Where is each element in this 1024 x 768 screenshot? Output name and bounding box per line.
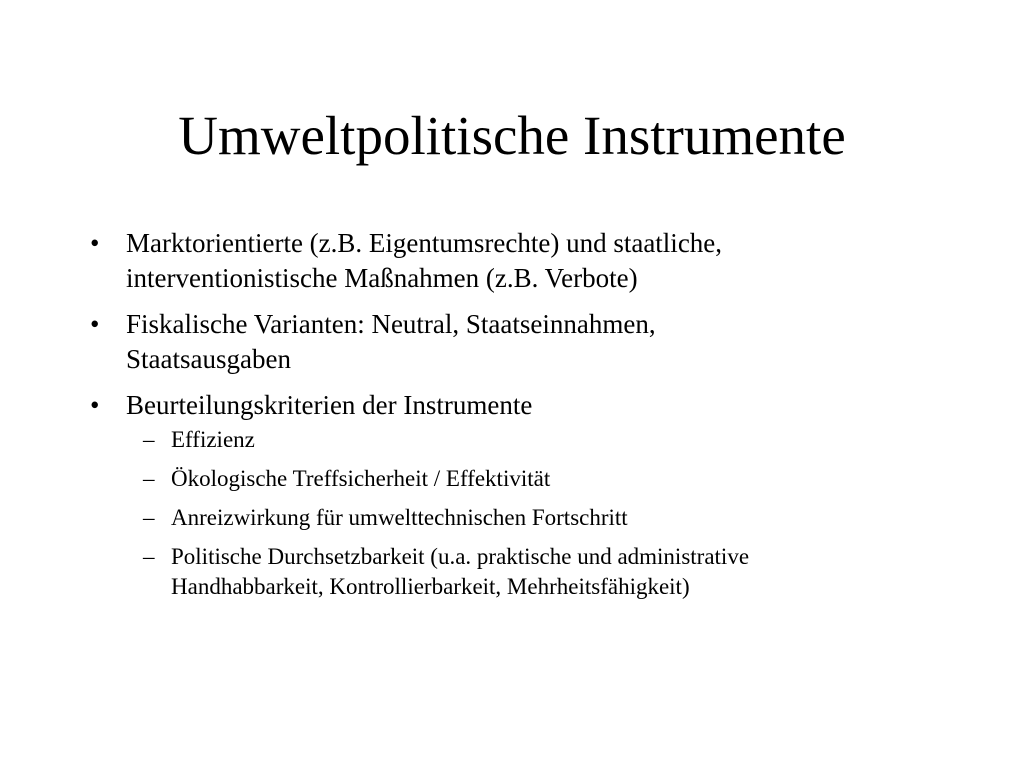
bullet-marker: • (90, 390, 100, 420)
bullet-line: Fiskalische Varianten: Neutral, Staatseinnahmen, (126, 309, 656, 339)
subbullet-line: Effizienz (171, 427, 255, 452)
bullet-item-evaluation-criteria (84, 388, 924, 602)
bullet-marker: • (90, 228, 100, 258)
bullet-marker: • (90, 309, 100, 339)
subbullet-line: Anreizwirkung für umwelttechnischen Fortschritt (171, 505, 628, 530)
bullet-item-fiscal-variants (84, 307, 924, 377)
subbullet-marker: – (143, 505, 155, 530)
bullet-line: Beurteilungskriterien der Instrumente (126, 390, 533, 420)
subbullet-line: Politische Durchsetzbarkeit (u.a. praktische und administrative (171, 544, 750, 569)
bullet-line: interventionistische Maßnahmen (z.B. Verbote) (126, 263, 638, 293)
bullet-line: Staatsausgaben (126, 344, 291, 374)
bullet-line: Marktorientierte (z.B. Eigentumsrechte) und staatliche, (126, 228, 723, 258)
subbullet-item-efficiency (126, 425, 924, 455)
bullet-list (84, 226, 924, 613)
subbullet-marker: – (143, 544, 155, 569)
subbullet-marker: – (143, 466, 155, 491)
slide-title: Umweltpolitische Instrumente (178, 105, 846, 166)
subbullet-line: Ökologische Treffsicherheit / Effektivität (171, 466, 551, 491)
subbullet-list (126, 425, 924, 602)
subbullet-line: Handhabbarkeit, Kontrollierbarkeit, Mehrheitsfähigkeit) (171, 574, 690, 599)
subbullet-item-ecological-accuracy (126, 464, 924, 494)
subbullet-item-incentive-effect (126, 503, 924, 533)
subbullet-item-political-feasibility (126, 542, 924, 602)
subbullet-marker: – (143, 427, 155, 452)
bullet-item-market-measures (84, 226, 924, 296)
